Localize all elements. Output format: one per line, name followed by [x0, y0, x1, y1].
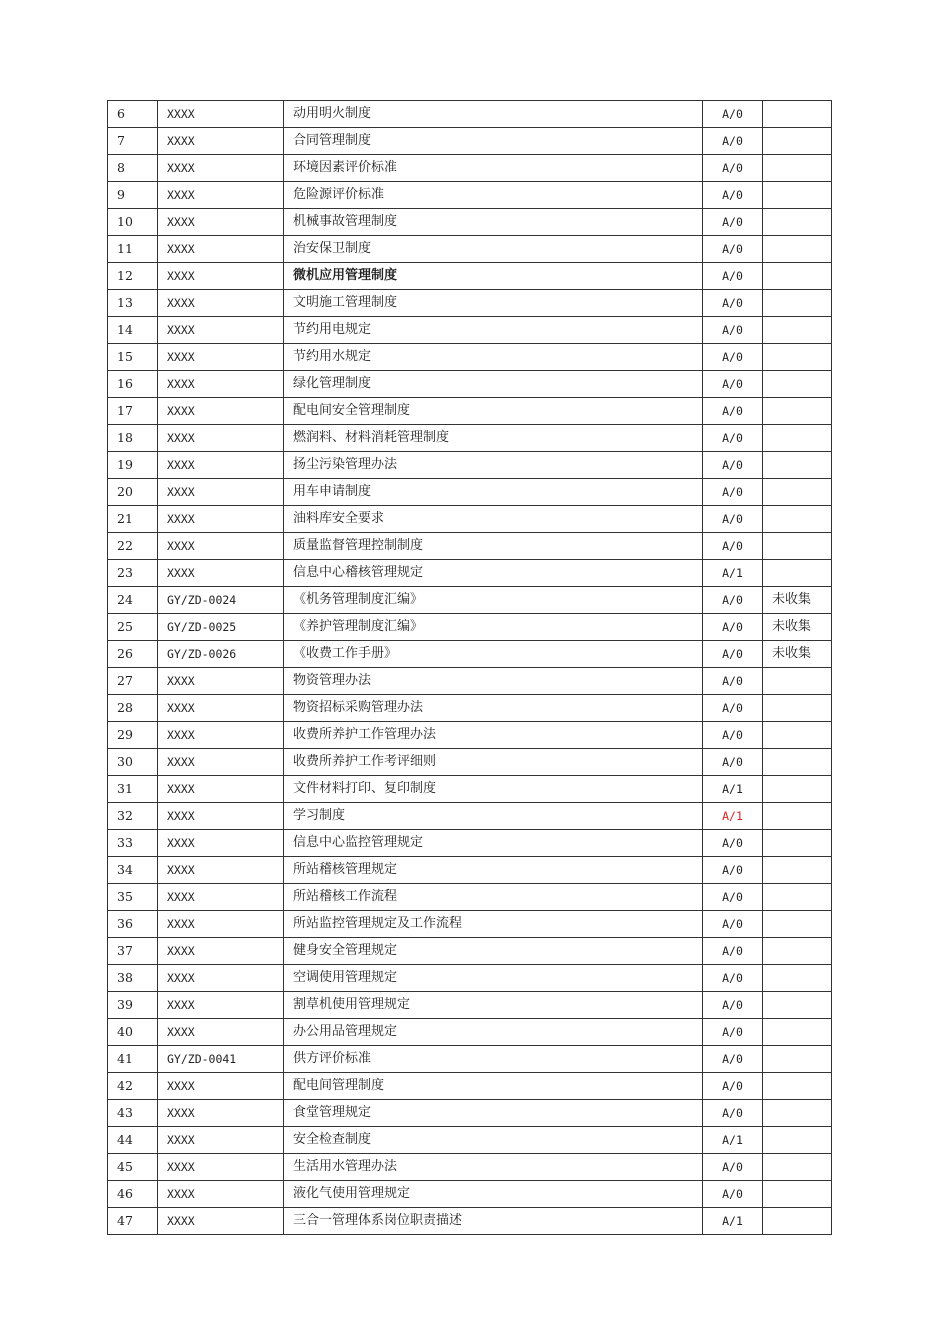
document-code-cell: XXXX [158, 506, 284, 533]
row-number-cell: 6 [108, 101, 158, 128]
table-row [108, 641, 832, 668]
table-row [108, 128, 832, 155]
document-title-cell: 收费所养护工作管理办法 [284, 722, 703, 749]
remark-cell [763, 1127, 832, 1154]
document-code-cell: XXXX [158, 344, 284, 371]
document-title-cell: 学习制度 [284, 803, 703, 830]
document-title-cell: 空调使用管理规定 [284, 965, 703, 992]
row-number-cell: 42 [108, 1073, 158, 1100]
row-number-cell: 28 [108, 695, 158, 722]
remark-cell [763, 1154, 832, 1181]
version-cell: A/0 [703, 506, 763, 533]
document-code-cell: XXXX [158, 155, 284, 182]
document-code-cell: XXXX [158, 479, 284, 506]
remark-cell [763, 1019, 832, 1046]
row-number-cell: 38 [108, 965, 158, 992]
table-row [108, 398, 832, 425]
document-code-cell: XXXX [158, 263, 284, 290]
document-title-cell: 节约用水规定 [284, 344, 703, 371]
version-cell: A/0 [703, 182, 763, 209]
document-title-cell: 油料库安全要求 [284, 506, 703, 533]
table-row [108, 668, 832, 695]
table-row [108, 749, 832, 776]
row-number-cell: 30 [108, 749, 158, 776]
remark-cell [763, 992, 832, 1019]
table-row [108, 155, 832, 182]
remark-cell [763, 263, 832, 290]
document-code-cell: XXXX [158, 776, 284, 803]
table-row [108, 371, 832, 398]
table-row [108, 992, 832, 1019]
version-cell: A/0 [703, 1019, 763, 1046]
version-cell: A/0 [703, 209, 763, 236]
document-code-cell: XXXX [158, 965, 284, 992]
document-code-cell: XXXX [158, 317, 284, 344]
document-code-cell: XXXX [158, 371, 284, 398]
document-title-cell: 质量监督管理控制制度 [284, 533, 703, 560]
document-title-cell: 燃润料、材料消耗管理制度 [284, 425, 703, 452]
document-title-cell: 危险源评价标准 [284, 182, 703, 209]
document-title-cell: 用车申请制度 [284, 479, 703, 506]
document-title-cell: 机械事故管理制度 [284, 209, 703, 236]
row-number-cell: 43 [108, 1100, 158, 1127]
table-row [108, 695, 832, 722]
row-number-cell: 46 [108, 1181, 158, 1208]
document-code-cell: XXXX [158, 182, 284, 209]
row-number-cell: 15 [108, 344, 158, 371]
document-title-cell: 食堂管理规定 [284, 1100, 703, 1127]
remark-cell [763, 236, 832, 263]
version-cell: A/0 [703, 398, 763, 425]
version-cell: A/0 [703, 263, 763, 290]
remark-cell [763, 344, 832, 371]
row-number-cell: 29 [108, 722, 158, 749]
version-cell: A/0 [703, 1046, 763, 1073]
document-code-cell: XXXX [158, 398, 284, 425]
version-cell: A/0 [703, 1181, 763, 1208]
document-title-cell: 治安保卫制度 [284, 236, 703, 263]
row-number-cell: 9 [108, 182, 158, 209]
table-row [108, 1208, 832, 1235]
document-title-cell: 收费所养护工作考评细则 [284, 749, 703, 776]
remark-cell [763, 290, 832, 317]
document-code-cell: GY/ZD-0024 [158, 587, 284, 614]
document-code-cell: XXXX [158, 290, 284, 317]
version-cell: A/0 [703, 425, 763, 452]
version-cell: A/0 [703, 587, 763, 614]
document-code-cell: GY/ZD-0025 [158, 614, 284, 641]
document-code-cell: XXXX [158, 1073, 284, 1100]
row-number-cell: 8 [108, 155, 158, 182]
table-row [108, 830, 832, 857]
document-code-cell: XXXX [158, 1100, 284, 1127]
remark-cell [763, 857, 832, 884]
row-number-cell: 11 [108, 236, 158, 263]
document-code-cell: XXXX [158, 1127, 284, 1154]
row-number-cell: 22 [108, 533, 158, 560]
table-row [108, 587, 832, 614]
table-row [108, 857, 832, 884]
version-cell: A/1 [703, 776, 763, 803]
remark-cell: 未收集 [763, 587, 832, 614]
version-cell: A/0 [703, 128, 763, 155]
version-cell: A/0 [703, 290, 763, 317]
document-title-cell: 所站稽核管理规定 [284, 857, 703, 884]
row-number-cell: 47 [108, 1208, 158, 1235]
remark-cell [763, 452, 832, 479]
version-cell: A/0 [703, 911, 763, 938]
table-row [108, 1019, 832, 1046]
document-title-cell: 生活用水管理办法 [284, 1154, 703, 1181]
row-number-cell: 20 [108, 479, 158, 506]
document-code-cell: GY/ZD-0041 [158, 1046, 284, 1073]
table-row [108, 236, 832, 263]
table-row [108, 533, 832, 560]
row-number-cell: 31 [108, 776, 158, 803]
row-number-cell: 26 [108, 641, 158, 668]
remark-cell [763, 533, 832, 560]
document-title-cell: 物资招标采购管理办法 [284, 695, 703, 722]
row-number-cell: 21 [108, 506, 158, 533]
remark-cell [763, 776, 832, 803]
document-title-cell: 所站监控管理规定及工作流程 [284, 911, 703, 938]
table-row [108, 560, 832, 587]
remark-cell [763, 506, 832, 533]
version-cell: A/0 [703, 614, 763, 641]
document-title-cell: 割草机使用管理规定 [284, 992, 703, 1019]
version-cell: A/0 [703, 695, 763, 722]
document-title-cell: 扬尘污染管理办法 [284, 452, 703, 479]
document-title-cell: 办公用品管理规定 [284, 1019, 703, 1046]
row-number-cell: 13 [108, 290, 158, 317]
row-number-cell: 40 [108, 1019, 158, 1046]
document-title-cell: 文件材料打印、复印制度 [284, 776, 703, 803]
remark-cell [763, 1208, 832, 1235]
document-title-cell: 动用明火制度 [284, 101, 703, 128]
document-code-cell: XXXX [158, 560, 284, 587]
document-code-cell: XXXX [158, 209, 284, 236]
document-title-cell: 三合一管理体系岗位职责描述 [284, 1208, 703, 1235]
document-code-cell: XXXX [158, 1181, 284, 1208]
version-cell: A/1 [703, 803, 763, 830]
document-code-cell: XXXX [158, 1154, 284, 1181]
document-code-cell: XXXX [158, 425, 284, 452]
version-cell: A/0 [703, 371, 763, 398]
document-code-cell: XXXX [158, 128, 284, 155]
remark-cell [763, 938, 832, 965]
document-title-cell: 微机应用管理制度 [284, 263, 703, 290]
version-cell: A/0 [703, 533, 763, 560]
row-number-cell: 41 [108, 1046, 158, 1073]
remark-cell [763, 803, 832, 830]
version-cell: A/0 [703, 1073, 763, 1100]
document-code-cell: XXXX [158, 803, 284, 830]
document-code-cell: XXXX [158, 884, 284, 911]
row-number-cell: 44 [108, 1127, 158, 1154]
version-cell: A/0 [703, 857, 763, 884]
version-cell: A/0 [703, 722, 763, 749]
remark-cell: 未收集 [763, 614, 832, 641]
table-row [108, 263, 832, 290]
version-cell: A/0 [703, 749, 763, 776]
version-cell: A/0 [703, 1100, 763, 1127]
document-title-cell: 配电间安全管理制度 [284, 398, 703, 425]
remark-cell [763, 371, 832, 398]
document-title-cell: 环境因素评价标准 [284, 155, 703, 182]
document-title-cell: 节约用电规定 [284, 317, 703, 344]
document-code-cell: XXXX [158, 911, 284, 938]
version-cell: A/0 [703, 344, 763, 371]
remark-cell [763, 560, 832, 587]
row-number-cell: 27 [108, 668, 158, 695]
table-row [108, 1046, 832, 1073]
document-title-cell: 信息中心监控管理规定 [284, 830, 703, 857]
version-cell: A/0 [703, 641, 763, 668]
table-row [108, 884, 832, 911]
row-number-cell: 18 [108, 425, 158, 452]
version-cell: A/0 [703, 155, 763, 182]
row-number-cell: 16 [108, 371, 158, 398]
document-code-cell: XXXX [158, 236, 284, 263]
remark-cell [763, 668, 832, 695]
version-cell: A/0 [703, 452, 763, 479]
remark-cell [763, 425, 832, 452]
remark-cell [763, 398, 832, 425]
remark-cell [763, 884, 832, 911]
table-row [108, 614, 832, 641]
version-cell: A/0 [703, 965, 763, 992]
row-number-cell: 34 [108, 857, 158, 884]
table-row [108, 1181, 832, 1208]
table-row [108, 290, 832, 317]
document-code-cell: XXXX [158, 830, 284, 857]
remark-cell [763, 101, 832, 128]
remark-cell [763, 128, 832, 155]
document-title-cell: 合同管理制度 [284, 128, 703, 155]
remark-cell [763, 1046, 832, 1073]
document-title-cell: 配电间管理制度 [284, 1073, 703, 1100]
table-row [108, 1073, 832, 1100]
document-title-cell: 物资管理办法 [284, 668, 703, 695]
row-number-cell: 7 [108, 128, 158, 155]
row-number-cell: 12 [108, 263, 158, 290]
version-cell: A/0 [703, 938, 763, 965]
version-cell: A/0 [703, 101, 763, 128]
remark-cell [763, 911, 832, 938]
document-title-cell: 信息中心稽核管理规定 [284, 560, 703, 587]
row-number-cell: 39 [108, 992, 158, 1019]
row-number-cell: 19 [108, 452, 158, 479]
table-row [108, 506, 832, 533]
table-body [108, 101, 832, 1235]
row-number-cell: 10 [108, 209, 158, 236]
table-row [108, 425, 832, 452]
row-number-cell: 45 [108, 1154, 158, 1181]
remark-cell [763, 830, 832, 857]
remark-cell: 未收集 [763, 641, 832, 668]
document-title-cell: 《机务管理制度汇编》 [284, 587, 703, 614]
document-code-cell: XXXX [158, 1208, 284, 1235]
remark-cell [763, 1181, 832, 1208]
table-row [108, 101, 832, 128]
version-cell: A/1 [703, 1208, 763, 1235]
remark-cell [763, 722, 832, 749]
document-register-table [107, 100, 832, 1235]
document-title-cell: 绿化管理制度 [284, 371, 703, 398]
document-code-cell: XXXX [158, 749, 284, 776]
document-code-cell: XXXX [158, 992, 284, 1019]
remark-cell [763, 317, 832, 344]
version-cell: A/0 [703, 992, 763, 1019]
version-cell: A/0 [703, 884, 763, 911]
document-title-cell: 健身安全管理规定 [284, 938, 703, 965]
remark-cell [763, 965, 832, 992]
version-cell: A/0 [703, 479, 763, 506]
version-cell: A/1 [703, 560, 763, 587]
document-title-cell: 液化气使用管理规定 [284, 1181, 703, 1208]
table-row [108, 803, 832, 830]
remark-cell [763, 155, 832, 182]
table-row [108, 1100, 832, 1127]
table-row [108, 776, 832, 803]
remark-cell [763, 479, 832, 506]
document-title-cell: 《养护管理制度汇编》 [284, 614, 703, 641]
table-row [108, 1154, 832, 1181]
row-number-cell: 17 [108, 398, 158, 425]
table-row [108, 344, 832, 371]
table-row [108, 317, 832, 344]
document-code-cell: XXXX [158, 533, 284, 560]
document-code-cell: XXXX [158, 452, 284, 479]
row-number-cell: 37 [108, 938, 158, 965]
row-number-cell: 33 [108, 830, 158, 857]
row-number-cell: 36 [108, 911, 158, 938]
remark-cell [763, 1073, 832, 1100]
table-row [108, 209, 832, 236]
document-title-cell: 文明施工管理制度 [284, 290, 703, 317]
row-number-cell: 14 [108, 317, 158, 344]
remark-cell [763, 182, 832, 209]
table-row [108, 938, 832, 965]
table-row [108, 182, 832, 209]
document-code-cell: XXXX [158, 857, 284, 884]
document-code-cell: GY/ZD-0026 [158, 641, 284, 668]
document-title-cell: 安全检查制度 [284, 1127, 703, 1154]
document-code-cell: XXXX [158, 722, 284, 749]
table-row [108, 911, 832, 938]
table-row [108, 965, 832, 992]
table-row [108, 452, 832, 479]
document-code-cell: XXXX [158, 101, 284, 128]
remark-cell [763, 1100, 832, 1127]
document-code-cell: XXXX [158, 938, 284, 965]
document-code-cell: XXXX [158, 1019, 284, 1046]
document-code-cell: XXXX [158, 668, 284, 695]
document-title-cell: 《收费工作手册》 [284, 641, 703, 668]
document-code-cell: XXXX [158, 695, 284, 722]
row-number-cell: 32 [108, 803, 158, 830]
version-cell: A/0 [703, 1154, 763, 1181]
remark-cell [763, 209, 832, 236]
document-title-cell: 供方评价标准 [284, 1046, 703, 1073]
row-number-cell: 35 [108, 884, 158, 911]
row-number-cell: 25 [108, 614, 158, 641]
version-cell: A/0 [703, 668, 763, 695]
version-cell: A/0 [703, 830, 763, 857]
version-cell: A/0 [703, 317, 763, 344]
table-row [108, 1127, 832, 1154]
document-title-cell: 所站稽核工作流程 [284, 884, 703, 911]
table-row [108, 722, 832, 749]
remark-cell [763, 749, 832, 776]
row-number-cell: 23 [108, 560, 158, 587]
remark-cell [763, 695, 832, 722]
table-row [108, 479, 832, 506]
version-cell: A/0 [703, 236, 763, 263]
version-cell: A/1 [703, 1127, 763, 1154]
row-number-cell: 24 [108, 587, 158, 614]
